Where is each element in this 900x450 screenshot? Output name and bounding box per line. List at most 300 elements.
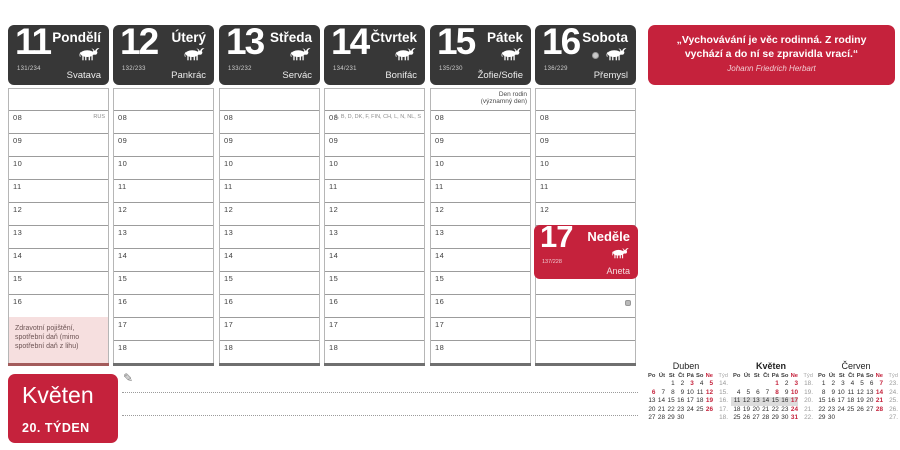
day-top-row[interactable] (325, 89, 424, 110)
hour-label: 11 (435, 182, 444, 191)
mini-calendar-day[interactable]: 20 (752, 405, 760, 413)
day-of-year: 131/234 (17, 66, 41, 72)
day-column-16 (535, 88, 636, 366)
hour-row-13[interactable] (220, 225, 319, 248)
notes-writing-line[interactable] (122, 415, 638, 416)
mini-calendar-week-row (729, 389, 813, 397)
mini-calendar-day[interactable]: 2 (680, 380, 685, 388)
mini-calendar-title: Duben (672, 361, 700, 371)
hour-row-11[interactable] (431, 179, 530, 202)
mini-calendar-day[interactable]: 11 (696, 388, 704, 396)
day-name: Úterý (171, 30, 206, 45)
mini-calendar-day[interactable]: 24 (790, 405, 798, 413)
mini-calendar-day[interactable]: 30 (781, 413, 789, 421)
hour-label: 18 (329, 343, 339, 352)
mini-calendar-day[interactable]: 17 (686, 397, 694, 405)
notes-writing-line[interactable] (122, 392, 638, 393)
hour-label: 13 (329, 228, 339, 237)
mini-calendar-day (835, 414, 845, 422)
mini-calendar-day[interactable]: 29 (667, 413, 675, 421)
hour-row-12[interactable] (9, 202, 108, 225)
mini-calendar-day[interactable]: 15 (769, 397, 779, 405)
mini-calendar-day (731, 380, 741, 388)
mini-calendar-day[interactable]: 1 (775, 380, 779, 388)
mini-calendar-day[interactable]: 1 (821, 380, 826, 388)
hour-label: 17 (118, 320, 128, 329)
hour-label: 18 (118, 343, 128, 352)
hour-row-08[interactable] (9, 110, 108, 133)
mini-calendar-day[interactable]: 18 (733, 405, 741, 413)
hour-label: 11 (329, 182, 338, 191)
day-header-11[interactable] (8, 21, 109, 85)
day-name: Pátek (486, 30, 523, 45)
hour-label: 10 (329, 159, 339, 168)
week-number-label: 20. TÝDEN (22, 421, 90, 435)
mini-calendar-day-header: St (753, 373, 760, 379)
mini-calendar-day[interactable]: 21 (762, 405, 770, 413)
mini-calendar-week-row (814, 389, 898, 397)
mini-calendar-day[interactable]: 12 (740, 397, 750, 405)
hour-label: 13 (13, 228, 23, 237)
mini-calendar-day[interactable]: 8 (775, 388, 779, 396)
mini-calendar-day-header: Pá (686, 373, 694, 379)
day-header-16[interactable] (535, 21, 636, 85)
quote-box (648, 25, 895, 85)
mini-calendar-day[interactable]: 14 (657, 397, 666, 405)
day-top-row[interactable] (431, 89, 530, 110)
day-column-12 (113, 88, 214, 366)
mini-calendar-day[interactable]: 3 (794, 380, 798, 388)
mini-calendar-day[interactable]: 22 (771, 405, 779, 413)
hour-row-12[interactable] (114, 202, 213, 225)
mini-calendar-day[interactable]: 28 (762, 413, 770, 421)
month-title: Květen (22, 382, 94, 408)
mini-calendar-day-header: Po (733, 373, 741, 379)
intl-holiday-codes: RUS (93, 114, 105, 120)
mini-calendar-week-number: 16. (719, 397, 728, 405)
hour-row-10[interactable] (9, 156, 108, 179)
day-top-row[interactable] (536, 89, 635, 110)
hour-label: 08 (540, 113, 550, 122)
mini-calendar-day[interactable]: 26 (705, 405, 713, 413)
day-top-row[interactable] (220, 89, 319, 110)
taurus-icon (604, 47, 628, 61)
mini-calendar-day[interactable]: 6 (651, 388, 656, 396)
hour-row-10[interactable] (220, 156, 319, 179)
mini-calendar-day[interactable]: 10 (790, 388, 798, 396)
mini-calendar-header-row (729, 372, 813, 380)
mini-calendar-day[interactable]: 25 (696, 405, 704, 413)
mini-calendar-day-header: Út (743, 373, 751, 379)
hour-row-11[interactable] (220, 179, 319, 202)
column-shadow (535, 363, 636, 366)
mini-calendar-day[interactable]: 17 (788, 397, 798, 405)
mini-calendar-day[interactable]: 12 (856, 388, 864, 396)
tax-deadline-note: Zdravotní pojištění, spotřební daň (mimo spotřební daň z lihu) (9, 317, 108, 363)
mini-calendar-week-number: 27. (889, 413, 898, 421)
mini-calendar-day[interactable]: 6 (869, 380, 874, 388)
mini-calendar-day-header: So (865, 373, 874, 379)
hour-row-14[interactable] (114, 248, 213, 271)
mini-calendar-day[interactable]: 27 (752, 413, 760, 421)
mini-calendar-day[interactable]: 9 (680, 388, 685, 396)
hour-label: 13 (118, 228, 128, 237)
mini-calendar-day[interactable]: 17 (837, 397, 845, 405)
mini-calendar-day-header: Pá (771, 373, 779, 379)
mini-calendar-day[interactable]: 25 (847, 405, 855, 413)
mini-calendar-day[interactable]: 29 (771, 413, 779, 421)
hour-row-08[interactable] (220, 110, 319, 133)
hour-row-09[interactable] (431, 133, 530, 156)
mini-calendar-week-row (729, 380, 813, 388)
hour-label: 09 (118, 136, 128, 145)
intl-holiday-codes: A, B, D, DK, F, FIN, CH, L, N, NL, S (334, 114, 421, 120)
mini-calendar-day[interactable]: 16 (677, 397, 685, 405)
mini-calendar-header-row (814, 372, 898, 380)
hour-label: 14 (118, 251, 128, 260)
mini-calendar-day[interactable]: 13 (750, 397, 760, 405)
hour-row[interactable] (536, 340, 635, 363)
mini-calendar-week-number: 22. (804, 413, 813, 421)
mini-calendar-week-row (644, 414, 728, 422)
mini-calendar-day[interactable]: 26 (856, 405, 864, 413)
hour-label: 15 (435, 274, 445, 283)
mini-calendar-day[interactable]: 5 (709, 380, 713, 388)
hour-row[interactable] (536, 317, 635, 340)
mini-calendar-day[interactable]: 8 (821, 388, 826, 396)
hour-row-09[interactable] (9, 133, 108, 156)
hour-label: 10 (224, 159, 234, 168)
hour-row-17[interactable] (431, 317, 530, 340)
taurus-icon (77, 47, 101, 61)
hour-label: 09 (329, 136, 339, 145)
mini-calendar-day[interactable]: 27 (866, 405, 874, 413)
hour-row-17[interactable] (114, 317, 213, 340)
hour-label: 18 (435, 343, 445, 352)
hour-label: 10 (435, 159, 445, 168)
mini-calendar-day[interactable]: 22 (667, 405, 675, 413)
day-header-14[interactable] (324, 21, 425, 85)
mini-calendar-day-header: Ne (875, 373, 883, 379)
mini-calendar-day[interactable]: 23 (827, 405, 836, 413)
mini-calendar-day[interactable]: 9 (831, 388, 836, 396)
mini-calendar-day[interactable]: 2 (784, 380, 789, 388)
mini-calendar-day[interactable]: 13 (648, 397, 656, 405)
mini-calendar-day[interactable]: 25 (733, 413, 741, 421)
hour-row-13[interactable] (325, 225, 424, 248)
day-of-year: 137/228 (542, 259, 562, 265)
mini-calendar-day (684, 414, 694, 422)
mini-calendar-day[interactable]: 12 (705, 388, 713, 396)
mini-calendar-day (845, 414, 855, 422)
mini-calendar-day (760, 380, 770, 388)
hour-row-18[interactable] (431, 340, 530, 363)
mini-calendar-day[interactable]: 3 (690, 380, 694, 388)
mini-calendar-day[interactable]: 14 (875, 388, 883, 396)
day-column-11 (8, 88, 109, 366)
hour-label: 11 (118, 182, 127, 191)
moon-phase-icon (625, 300, 631, 306)
mini-calendar-day-header: Čt (848, 373, 855, 379)
mini-calendar-day (703, 414, 713, 422)
mini-calendar-day[interactable]: 21 (657, 405, 666, 413)
hour-label: 15 (13, 274, 23, 283)
name-day: Pankrác (171, 70, 206, 81)
mini-calendar-day[interactable]: 1 (671, 380, 675, 388)
mini-calendar-day[interactable]: 23 (781, 405, 789, 413)
hour-row-15[interactable] (325, 271, 424, 294)
hour-row-09[interactable] (325, 133, 424, 156)
column-shadow (8, 363, 109, 366)
mini-calendar-day[interactable]: 7 (661, 388, 666, 396)
hour-label: 15 (329, 274, 339, 283)
mini-calendar-day[interactable]: 14 (760, 397, 770, 405)
mini-calendar-day (750, 380, 760, 388)
mini-calendar-day[interactable]: 4 (850, 380, 855, 388)
mini-calendar-day[interactable]: 6 (756, 388, 760, 396)
day-name: Čtvrtek (370, 30, 417, 45)
hour-row-16[interactable] (9, 294, 108, 317)
mini-calendar-day[interactable]: 31 (790, 413, 798, 421)
hour-row-11[interactable] (325, 179, 424, 202)
mini-calendar-title: Červen (841, 361, 871, 371)
hour-label: 12 (435, 205, 445, 214)
mini-calendar-day[interactable]: 22 (818, 405, 826, 413)
mini-calendar-day[interactable]: 11 (847, 388, 855, 396)
hour-label: 11 (224, 182, 233, 191)
hour-row-18[interactable] (220, 340, 319, 363)
hour-row-12[interactable] (220, 202, 319, 225)
day-name: Sobota (582, 30, 628, 45)
mini-calendar-day[interactable]: 8 (671, 388, 675, 396)
taurus-icon (610, 246, 630, 258)
day-number: 12 (120, 21, 158, 62)
hour-row-18[interactable] (325, 340, 424, 363)
day-header-15[interactable] (430, 21, 531, 85)
hour-row-11[interactable] (114, 179, 213, 202)
hour-label: 10 (13, 159, 23, 168)
name-day: Žofie/Sofie (477, 70, 523, 81)
day-of-year: 136/229 (544, 66, 568, 72)
mini-calendar-day[interactable]: 24 (837, 405, 845, 413)
hour-row-08[interactable] (325, 110, 424, 133)
mini-calendar-day[interactable]: 10 (686, 388, 694, 396)
mini-calendar-day[interactable]: 3 (841, 380, 845, 388)
hour-label: 08 (435, 113, 445, 122)
hour-row-14[interactable] (431, 248, 530, 271)
quote-text: „Vychovávání je věc rodinná. Z rodiny vychází a do ní se zpravidla vrací.“ (676, 34, 867, 60)
hour-label: 13 (435, 228, 445, 237)
mini-calendar-day[interactable]: 7 (765, 388, 770, 396)
hour-row-10[interactable] (114, 156, 213, 179)
hour-label: 12 (329, 205, 339, 214)
hour-label: 16 (224, 297, 234, 306)
mini-calendar-day[interactable]: 4 (736, 388, 741, 396)
hour-row-08[interactable] (114, 110, 213, 133)
mini-calendar-day-header: Út (828, 373, 836, 379)
hour-label: 11 (540, 182, 549, 191)
mini-calendar-duben (644, 361, 728, 422)
mini-calendar-day[interactable]: 5 (746, 388, 751, 396)
mini-calendar-day[interactable]: 26 (742, 413, 751, 421)
day-name: Neděle (587, 229, 630, 244)
mini-calendar-day[interactable]: 20 (866, 397, 874, 405)
name-day: Svatava (66, 70, 101, 81)
mini-calendar-day (740, 380, 750, 388)
hour-row-17[interactable] (220, 317, 319, 340)
hour-label: 08 (13, 113, 23, 122)
moon-phase-icon (592, 52, 599, 59)
mini-calendar-week-number: 14. (719, 380, 728, 388)
day-column-15 (430, 88, 531, 366)
mini-calendar-week-row (729, 397, 813, 405)
column-shadow (219, 363, 320, 366)
hour-label: 10 (540, 159, 550, 168)
day-name: Pondělí (52, 30, 101, 45)
mini-calendar-day[interactable]: 20 (648, 405, 656, 413)
column-shadow (113, 363, 214, 366)
mini-calendar-day[interactable]: 10 (837, 388, 845, 396)
mini-calendar-day[interactable]: 18 (696, 397, 704, 405)
hour-row-16[interactable] (220, 294, 319, 317)
hour-label: 17 (435, 320, 445, 329)
mini-calendar-day[interactable]: 4 (699, 380, 704, 388)
name-day: Servác (282, 70, 312, 81)
mini-calendar-day-header: Ne (790, 373, 798, 379)
day-number: 11 (15, 21, 51, 62)
hour-label: 09 (435, 136, 445, 145)
mini-calendar-day[interactable]: 30 (827, 413, 836, 421)
hour-row-14[interactable] (220, 248, 319, 271)
mini-calendar-day[interactable]: 27 (648, 413, 656, 421)
hour-label: 12 (118, 205, 128, 214)
hour-row-09[interactable] (114, 133, 213, 156)
mini-calendar-day[interactable]: 18 (847, 397, 855, 405)
mini-calendar-day-header: Týd (718, 373, 728, 379)
mini-calendar-květen (729, 361, 813, 422)
day-top-row[interactable] (114, 89, 213, 110)
mini-calendar-day[interactable]: 5 (860, 380, 864, 388)
hour-row-15[interactable] (9, 271, 108, 294)
hour-row-13[interactable] (431, 225, 530, 248)
hour-row-12[interactable] (431, 202, 530, 225)
mini-calendar-day[interactable]: 13 (866, 388, 874, 396)
hour-label: 17 (329, 320, 339, 329)
mini-calendar-day[interactable]: 15 (667, 397, 675, 405)
mini-calendar-day[interactable]: 15 (818, 397, 826, 405)
hour-label: 12 (224, 205, 234, 214)
mini-calendar-day-header: St (838, 373, 845, 379)
mini-calendar-day[interactable]: 28 (875, 405, 883, 413)
mini-calendar-week-number: 18. (804, 380, 813, 388)
hour-row-11[interactable] (9, 179, 108, 202)
hour-row-16[interactable] (431, 294, 530, 317)
mini-calendar-day[interactable]: 2 (831, 380, 836, 388)
mini-calendar-day[interactable]: 16 (779, 397, 789, 405)
hour-label: 14 (329, 251, 339, 260)
hour-row-09[interactable] (536, 133, 635, 156)
mini-calendar-day[interactable]: 16 (827, 397, 836, 405)
mini-calendar-day-header: So (780, 373, 789, 379)
hour-row-17[interactable] (325, 317, 424, 340)
day-header-12[interactable] (113, 21, 214, 85)
mini-calendar-day-header: Po (648, 373, 656, 379)
hour-row-13[interactable] (9, 225, 108, 248)
mini-calendar-day[interactable]: 21 (875, 397, 883, 405)
mini-calendar-day[interactable]: 7 (879, 380, 883, 388)
mini-calendar-day[interactable]: 29 (818, 413, 826, 421)
mini-calendar-day[interactable]: 9 (784, 388, 789, 396)
day-header-17[interactable] (534, 219, 638, 279)
holiday-note: Den rodin (významný den) (480, 91, 527, 106)
mini-calendar-day[interactable]: 19 (742, 405, 751, 413)
mini-calendar-week-number: 26. (889, 405, 898, 413)
hour-row-18[interactable] (114, 340, 213, 363)
quote-author: Johann Friedrich Herbart (727, 64, 816, 74)
hour-label: 12 (540, 205, 550, 214)
mini-calendar-day[interactable]: 23 (677, 405, 685, 413)
mini-calendar-day[interactable]: 19 (705, 397, 713, 405)
hour-row-15[interactable] (431, 271, 530, 294)
hour-row-08[interactable] (431, 110, 530, 133)
mini-calendar-day[interactable]: 30 (677, 413, 685, 421)
hour-label: 14 (435, 251, 445, 260)
day-top-row[interactable] (9, 89, 108, 110)
hour-label: 13 (224, 228, 234, 237)
mini-calendar-week-row (644, 406, 728, 414)
hour-row-11[interactable] (536, 179, 635, 202)
taurus-icon (288, 47, 312, 61)
hour-label: 09 (224, 136, 234, 145)
hour-row[interactable] (536, 294, 635, 317)
mini-calendar-week-row (814, 406, 898, 414)
mini-calendar-day (655, 380, 665, 388)
hour-row-10[interactable] (536, 156, 635, 179)
hour-row-10[interactable] (325, 156, 424, 179)
hour-row-15[interactable] (114, 271, 213, 294)
mini-calendar-day-header: Pá (856, 373, 864, 379)
hour-row-16[interactable] (325, 294, 424, 317)
hour-row-14[interactable] (9, 248, 108, 271)
hour-row-13[interactable] (114, 225, 213, 248)
mini-calendar-week-number: 18. (719, 413, 728, 421)
day-number: 15 (437, 21, 475, 62)
name-day: Bonifác (385, 70, 417, 81)
mini-calendar-day (694, 414, 704, 422)
hour-row-09[interactable] (220, 133, 319, 156)
hour-row-10[interactable] (431, 156, 530, 179)
hour-row-12[interactable] (325, 202, 424, 225)
mini-calendar-day[interactable]: 28 (657, 413, 666, 421)
hour-label: 11 (13, 182, 22, 191)
hour-row-15[interactable] (220, 271, 319, 294)
hour-label: 08 (224, 113, 234, 122)
mini-calendar-week-row (814, 380, 898, 388)
mini-calendar-day[interactable]: 11 (731, 397, 741, 405)
hour-row-08[interactable] (536, 110, 635, 133)
mini-calendar-day[interactable]: 24 (686, 405, 694, 413)
mini-calendar-day-header: Ne (705, 373, 713, 379)
mini-calendar-day (873, 414, 883, 422)
day-column-13 (219, 88, 320, 366)
mini-calendar-day[interactable]: 19 (856, 397, 864, 405)
hour-label: 15 (224, 274, 234, 283)
hour-row-16[interactable] (114, 294, 213, 317)
day-number: 13 (226, 21, 264, 62)
mini-calendar-week-row (644, 389, 728, 397)
hour-row-14[interactable] (325, 248, 424, 271)
day-header-13[interactable] (219, 21, 320, 85)
